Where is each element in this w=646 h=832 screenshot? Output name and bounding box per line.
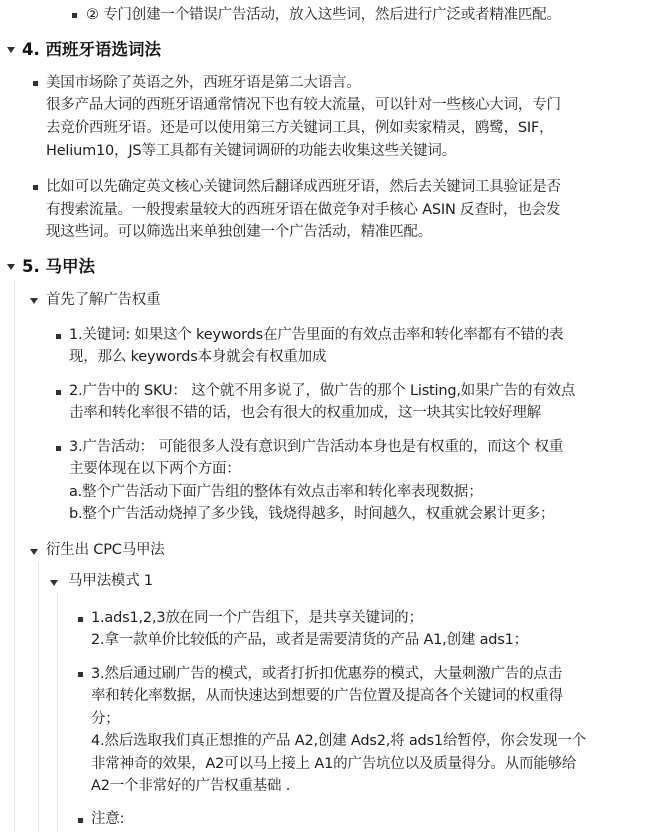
mode1-toggle-icon[interactable] [50, 580, 58, 586]
bullet [72, 13, 77, 18]
sub1-item1-line2: 现，那么 keywords本身就会有权重加成 [69, 349, 327, 365]
s4-item1-line4: Helium10，JS等工具都有关键词调研的功能去收集这些关键词。 [46, 143, 457, 159]
sub1-item3-line1: 3.广告活动： 可能很多人没有意识到广告活动本身也是有权重的，而这个 权重 [69, 439, 564, 455]
sub1-item3-line2: 主要体现在以下两个方面： [69, 461, 241, 477]
section5-title: 5. 马甲法 [22, 257, 95, 276]
s4-item1-line1: 美国市场除了英语之外，西班牙语是第二大语言。 [46, 75, 361, 91]
sub1-title: 首先了解广告权重 [46, 292, 161, 308]
mode1-item2-line6: A2一个非常好的广告权重基础 . [91, 778, 291, 794]
s4-item2-line1: 比如可以先确定英文核心关键词然后翻译成西班牙语，然后去关键词工具验证是否 [46, 179, 561, 195]
section4-toggle-icon[interactable] [7, 47, 15, 53]
section4-title: 4. 西班牙语选词法 [22, 40, 161, 59]
sub1-item1-line1: 1.关键词: 如果这个 keywords在广告里面的有效点击率和转化率都有不错的表 [69, 327, 564, 343]
sub1-item2-line2: 击率和转化率很不错的话，也会有很大的权重加成，这一块其实比较好理解 [69, 405, 541, 421]
bullet [78, 617, 83, 622]
sub1-item3-line4: b.整个广告活动烧掉了多少钱，钱烧得越多，时间越久，权重就会累计更多； [69, 506, 555, 522]
mode1-item1-line1: 1.ads1,2,3放在同一个广告组下，是共享关键词的； [91, 610, 423, 626]
bullet [56, 446, 61, 451]
s4-item2-line2: 有搜索流量。一般搜索量较大的西班牙语在做竞争对手核心 ASIN 反查时，也会发 [46, 202, 561, 218]
mode1-item2-line3: 分； [91, 711, 120, 727]
bullet [78, 818, 83, 823]
sub1-item2-line1: 2.广告中的 SKU： 这个就不用多说了，做广告的那个 Listing,如果广告的有效点 [69, 383, 576, 399]
s4-item2-line3: 现这些词。可以筛选出来单独创建一个广告活动，精准匹配。 [46, 224, 433, 240]
sub2-toggle-icon[interactable] [30, 549, 38, 555]
sub2-title: 衍生出 CPC马甲法 [46, 542, 165, 558]
mode1-item3-line1: 注意: [91, 811, 125, 827]
section5-toggle-icon[interactable] [7, 264, 15, 270]
bullet [33, 185, 38, 190]
mode1-guide-line [57, 592, 58, 832]
mode1-item2-line5: 非常神奇的效果，A2可以马上接上 A1的广告坑位以及质量得分。从而能够给 [91, 756, 577, 772]
bullet [78, 672, 83, 677]
bullet [33, 81, 38, 86]
bullet [56, 390, 61, 395]
mode1-item2-line4: 4.然后选取我们真正想推的产品 A2,创建 Ads2,将 ads1给暂停，你会发现一个 [91, 733, 586, 749]
s4-item1-line3: 去竞价西班牙语。还是可以使用第三方关键词工具，例如卖家精灵，鸥鹭，SIF， [46, 120, 554, 136]
mode1-item2-line1: 3.然后通过刷广告的模式，或者打折扣优惠券的模式，大量刺激广告的点击 [91, 666, 563, 682]
mode1-item2-line2: 率和转化率数据，从而快速达到想要的广告位置及提高各个关键词的权重得 [91, 688, 563, 704]
bullet [56, 334, 61, 339]
sub1-item3-line3: a.整个广告活动下面广告组的整体有效点击率和转化率表现数据； [69, 484, 483, 500]
sub2-guide-line [38, 562, 39, 832]
s4-item1-line2: 很多产品大词的西班牙语通常情况下也有较大流量，可以针对一些核心大词，专门 [46, 97, 561, 113]
section5-guide-line [14, 280, 15, 832]
top-item-text: ② 专门创建一个错误广告活动，放入这些词，然后进行广泛或者精准匹配。 [86, 7, 561, 23]
mode1-item1-line2: 2.拿一款单价比较低的产品，或者是需要清货的产品 A1,创建 ads1； [91, 632, 528, 648]
sub1-toggle-icon[interactable] [30, 298, 38, 304]
mode1-title: 马甲法模式 1 [68, 573, 153, 589]
